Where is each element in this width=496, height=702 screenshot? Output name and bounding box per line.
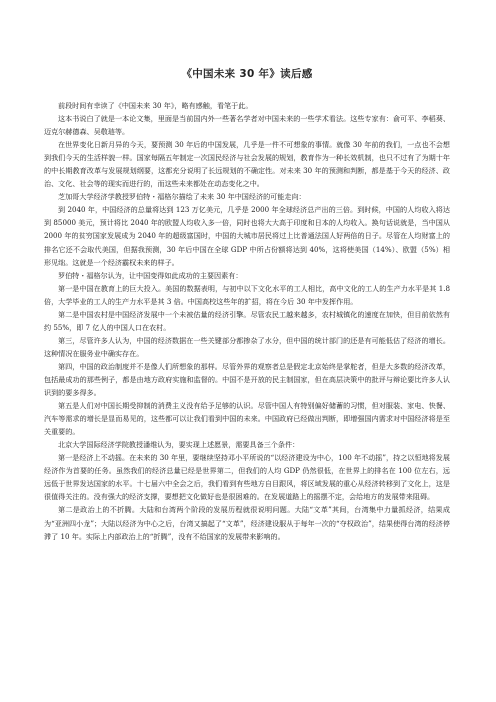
paragraph: 第三，尽管许多人认为，中国的经济数据在一些关键部分都掺杂了水分，但中国的统计部门的还是有可能低估了经济的增长。这种情况在服务业中确实存在。 <box>44 335 450 358</box>
paragraph: 第一是经济上不动摇。在未来的 30 年里，要继续坚持邓小平所说的“以经济建设为中心，100 年不动摇”，持之以恒地将发展经济作为首要的任务。虽然我们的经济总量已经是世界第二，但我们的人均 GDP 仍然很低，在世界上的排名在 100 位左右，远远低于世界发达国家的水平。十七届六中全会之后，我们看到有些地方自目跟风，将区域发展的重心从经济转移到了文化上，这是很值得关注的。没有强大的经济支撑，要想把文化做好也是很困难的。在发展道路上的摇摆不定，会给地方的发展带来阻碍。 <box>44 453 450 502</box>
paragraph: 罗伯特・福格尔认为，让中国变得如此成功的主要因素有： <box>58 270 243 280</box>
paragraph: 第五是人们对中国长期受抑制的消费主义没有给予足够的认识。尽管中国人有特别偏好储蓄的习惯，但对服装、家电、快餐、汽车等需求的增长是显而易见的，这些都可以让我们看到中国的未来。中国政府已经做出判断，即增强国内需求对中国经济将是至关重要的。 <box>44 401 450 437</box>
paragraph: 在世界变化日新月异的今天，要预测 30 年后的中国发展，几乎是一件不可想象的事情。就像 30 年前的我们，一点也不会想到我们今天的生活样貌一样。国家每隔五年制定一次国民经济与社会发展的规划，教育作为一种长效机制，也只不过有了为期十年的中长期教育改革与发展规划纲要，这都充分说明了长远规划的不确定性。对未来 30 年的预测和判断，都是基于今天的经济、政治、文化、社会等的现实而进行的，而这些未来都处在动态变化之中。 <box>44 140 450 189</box>
paragraph: 第一是中国在教育上的巨大投入。美国的数据表明，与初中以下文化水平的工人相比，高中文化的工人的生产力水平是其 1.8 倍，大学毕业的工人的生产力水平是其 3 倍。中国高校这些年的扩招，将在今后 30 年中发挥作用。 <box>44 283 450 306</box>
document-title: 《中国未来 30 年》读后感 <box>181 68 313 80</box>
document-body <box>44 99 450 543</box>
paragraph: 芝加哥大学经济学教授罗伯特・福格尔描绘了未来 30 年中国经济的可能走向： <box>58 192 306 202</box>
paragraph: 这本书说白了就是一本论文集，里面是当前国内外一些著名学者对中国未来的一些学术看法。这些专家有：俞可平、李稻葵、迈克尔赫德森、吴敬琏等。 <box>44 114 450 137</box>
paragraph: 前段时间有幸读了《中国未来 30 年》，略有感触，看笔于此。 <box>58 101 253 110</box>
paragraph: 北京大学国际经济学院教授潘维认为，要实现上述愿景，需要具备三个条件： <box>58 440 300 450</box>
paragraph: 到 2040 年，中国经济的总量将达到 123 万亿美元，几乎是 2000 年全球经济总产出的三倍。到时候，中国的人均收入将达到 85000 美元，预计将比 2040 年的欧盟人均收入多一倍，同时也将大大高于印度和日本的人均收入。换句话说就是，当中国从 2000 年的贫穷国家发展成为 2040 年的超级富国时，中国的大城市居民将过上比普通法国人好两倍的日子。尽管在人均财富上的排名它还不会取代美国，但据我预测，30 年后中国在全球 GDP 中所占份额将达到 40%，这将使美国（14%）、欧盟（5%）相形见绌。这就是一个经济霸权未来的样子。 <box>44 205 450 267</box>
paragraph: 第二是中国农村是中国经济发展中一个未被估量的经济引擎。尽管农民工越来越多，农村城镇化的速度在加快，但目前依然有约 55%，即 7 亿人的中国人口在农村。 <box>44 309 450 332</box>
paragraph: 第四，中国的政治制度并不是像人们所想象的那样。尽管外界的观察者总是假定北京始终是掌舵者，但是大多数的经济改革，包括最成功的那些例子，都是由地方政府实施和监督的。中国不是开放的民主制国家，但在高层决策中的批评与辩论要比许多人认识到的要多得多。 <box>44 361 450 398</box>
document-page <box>44 66 450 543</box>
paragraph: 第二是政治上的不折腾。大陆和台湾两个阶段的发展历程就很说明问题。大陆“文革”其间，台湾集中力量抓经济，结果成为“亚洲四小龙”；大陆以经济为中心之后，台湾又搞起了“文革”，经济建设服从于每年一次的“夺权政治”，结果使得台湾的经济停滞了 10 年。实际上内部政治上的“折腾”，没有不给国家的发展带来影响的。 <box>44 505 450 541</box>
